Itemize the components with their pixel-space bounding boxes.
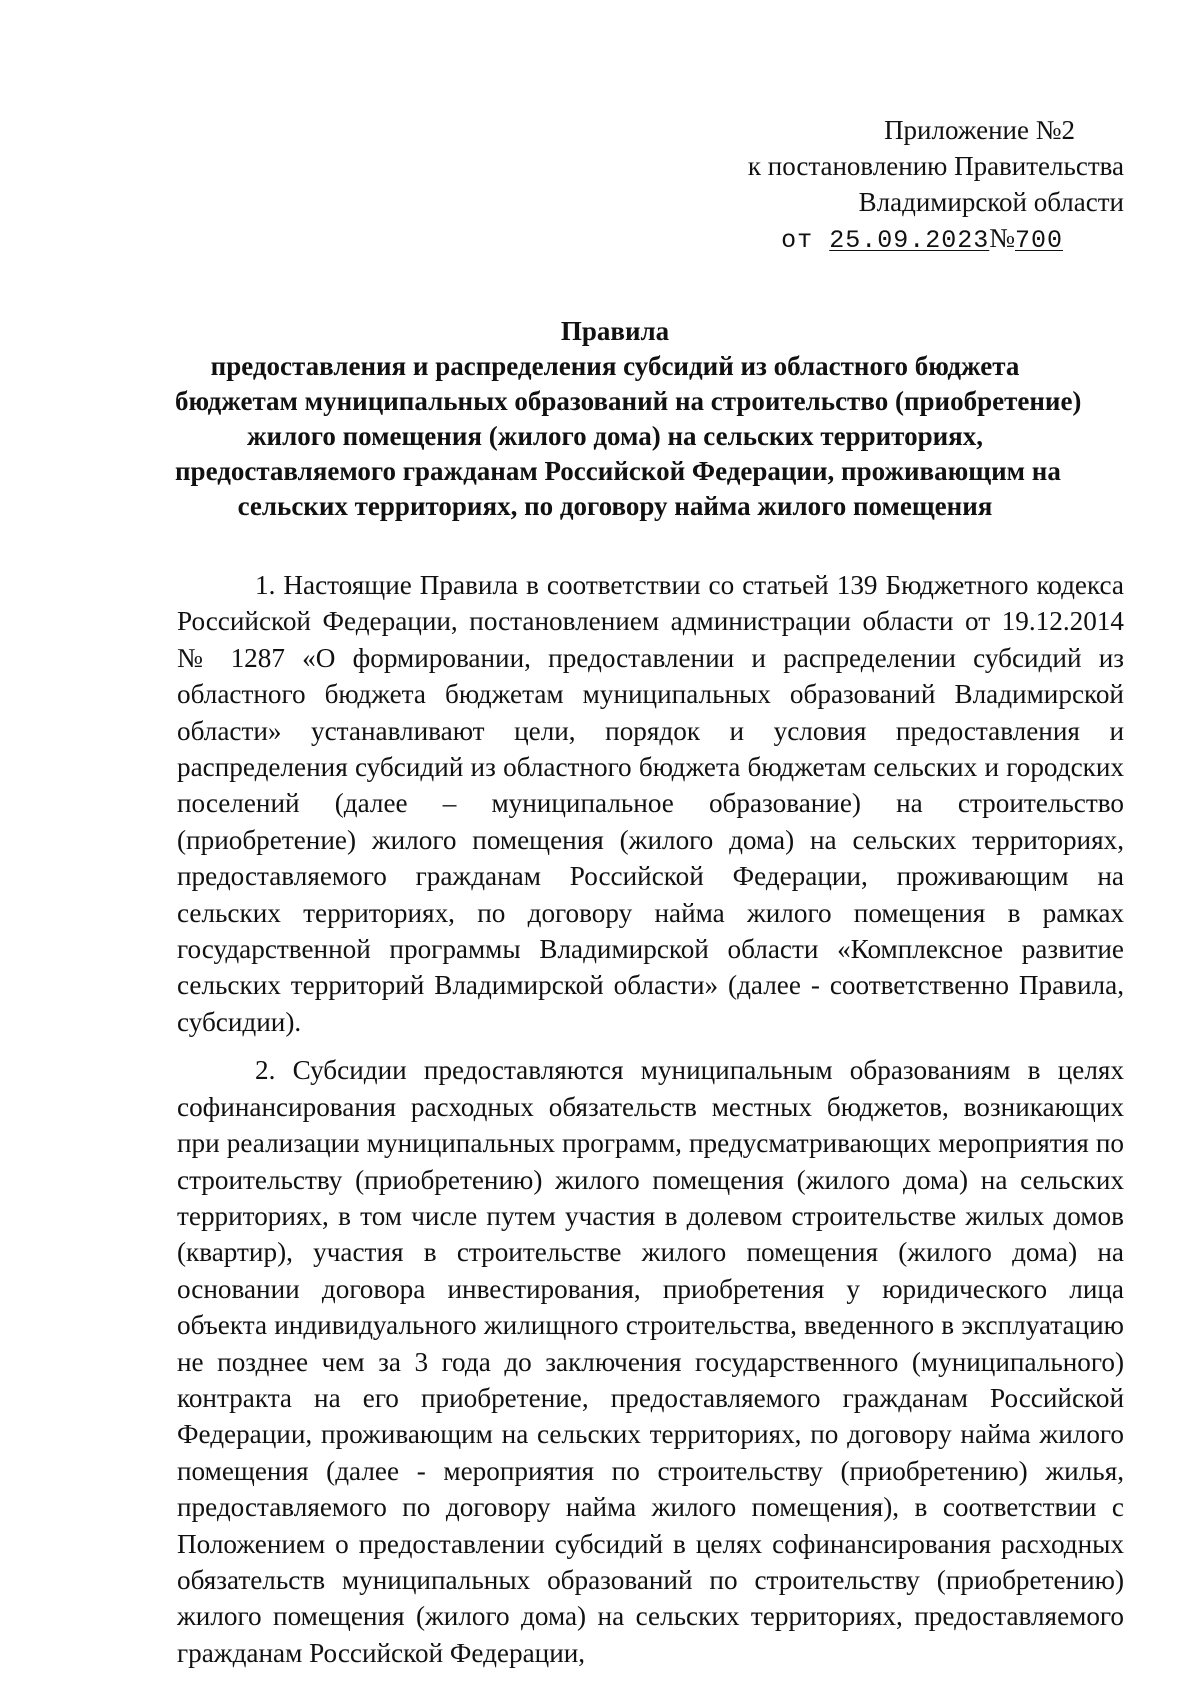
appendix-header	[604, 112, 1124, 259]
appendix-region: Владимирской области	[858, 187, 1124, 217]
title-line: сельских территориях, по договору найма жилого помещения	[237, 491, 993, 521]
number-sign: №	[989, 223, 1015, 253]
title-line: предоставляемого гражданам Российской Федерации, проживающим на	[175, 456, 1061, 486]
title-heading: Правила	[560, 316, 670, 346]
document-body	[177, 567, 1124, 1683]
appendix-reference: к постановлению Правительства	[747, 151, 1124, 181]
title-line: предоставления и распределения субсидий из областного бюджета	[210, 351, 1020, 381]
decree-date: 25.09.2023	[829, 226, 990, 255]
document-title	[175, 314, 1082, 524]
paragraph-1: 1. Настоящие Правила в соответствии со статьей 139 Бюджетного кодекса Российской Федерации, постановлением администрации области от 19.12.2014 № 1287 «О формировании, предоставлении и распределении субсидий из областного бюджета бюджетам муниципальных образований Владимирской области» устанавливают цели, порядок и условия предоставления и распределения субсидий из областного бюджета бюджетам сельских и городских поселений (далее – муниципальное образование) на строительство (приобретение) жилого помещения (жилого дома) на сельских территориях, предоставляемого гражданам Российской Федерации, проживающим на сельских территориях, по договору найма жилого помещения в рамках государственной программы Владимирской области «Комплексное развитие сельских территорий Владимирской области» (далее - соответственно Правила, субсидии).	[177, 570, 1124, 1037]
title-line: жилого помещения (жилого дома) на сельских территориях,	[246, 421, 984, 451]
appendix-title: Приложение №2	[884, 115, 1075, 145]
title-line: бюджетам муниципальных образований на строительство (приобретение)	[175, 386, 1082, 416]
decree-number: 700	[1014, 226, 1063, 255]
paragraph-2: 2. Субсидии предоставляются муниципальным образованиям в целях софинансирования расходных обязательств местных бюджетов, возникающих при реализации муниципальных программ, предусматривающих мероприятия по строительству (приобретению) жилого помещения (жилого дома) на сельских территориях, в том числе путем участия в долевом строительстве жилых домов (квартир), участия в строительстве жилого помещения (жилого дома) на основании договора инвестирования, приобретения у юридического лица объекта индивидуального жилищного строительства, введенного в эксплуатацию не позднее чем за 3 года до заключения государственного (муниципального) контракта на его приобретение, предоставляемого гражданам Российской Федерации, проживающим на сельских территориях, по договору найма жилого помещения (далее - мероприятия по строительству (приобретению) жилья, предоставляемого по договору найма жилого помещения), в соответствии с Положением о предоставлении субсидий в целях софинансирования расходных обязательств муниципальных образований по строительству (приобретению) жилого помещения (жилого дома) на сельских территориях, предоставляемого гражданам Российской Федерации,	[177, 1055, 1124, 1668]
appendix-date-line	[604, 220, 1124, 259]
date-prefix: от	[781, 226, 814, 255]
